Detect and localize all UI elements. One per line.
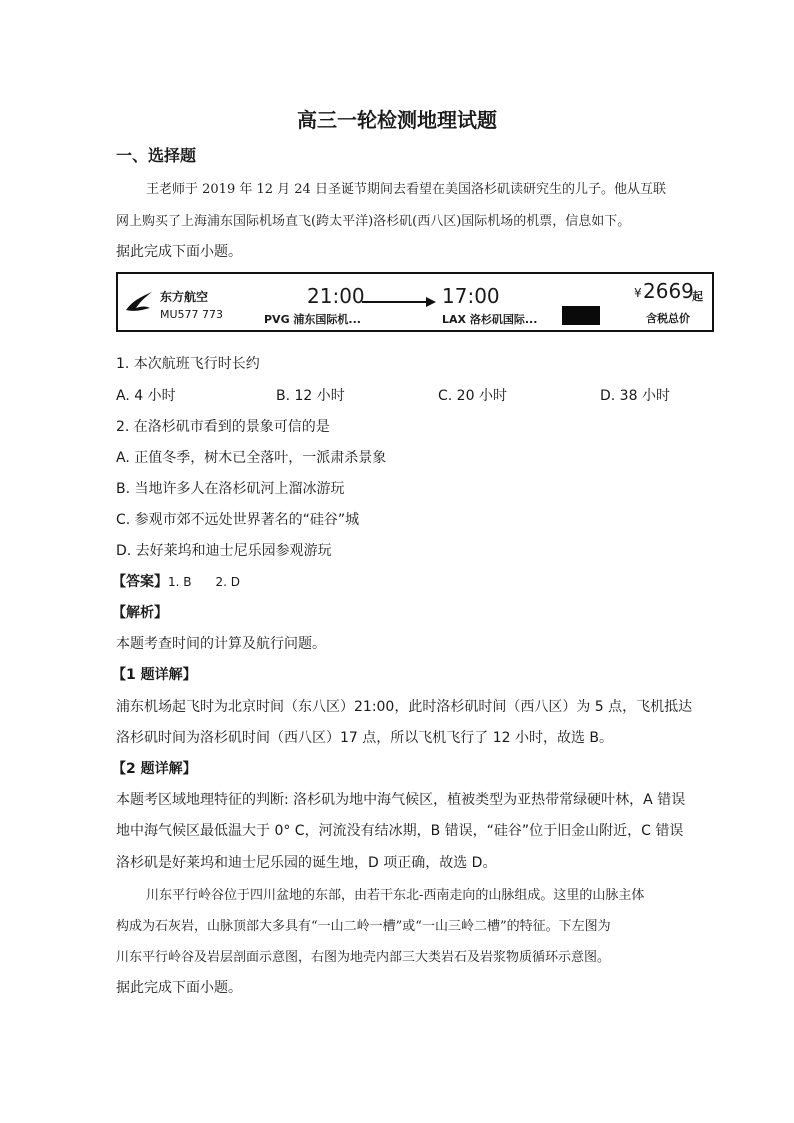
- analysis-intro: 本题考查时间的计算及航行问题。: [116, 636, 326, 652]
- q2-option-b: B. 当地许多人在洛杉矶河上溜冰游玩: [116, 481, 345, 497]
- ticket-price: 2669: [643, 279, 694, 303]
- answer-line: [112, 571, 240, 591]
- q2-option-d: D. 去好莱坞和迪士尼乐园参观游玩: [116, 543, 332, 559]
- flight-number: MU577 773: [160, 308, 224, 321]
- arrival-time: 17:00: [442, 284, 500, 308]
- arrow-icon: [362, 294, 436, 310]
- airline-logo-icon: [124, 288, 154, 316]
- analysis-label: 【解析】: [112, 605, 168, 621]
- section-heading: 一、选择题: [116, 146, 197, 165]
- q1-option-d: D. 38 小时: [600, 388, 670, 404]
- detail-2-line-2: 地中海气候区最低温大于 0° C，河流没有结冰期，B 错误，“硅谷”位于旧金山附近，C 错误: [116, 823, 684, 839]
- detail-1-label: 【1 题详解】: [112, 667, 197, 683]
- departure-time: 21:00: [307, 284, 365, 308]
- detail-1-line-2: 洛杉矶时间为洛杉矶时间（西八区）17 点，所以飞机飞行了 12 小时，故选 B。: [116, 730, 614, 746]
- page-title: 高三一轮检测地理试题: [297, 108, 497, 132]
- departure-airport: PVG 浦东国际机...: [264, 313, 361, 326]
- intro-line-2: 网上购买了上海浦东国际机场直飞(跨太平洋)洛杉矶(西八区)国际机场的机票，信息如下。: [116, 214, 631, 229]
- redaction-block: [562, 306, 600, 325]
- q2-option-c: C. 参观市郊不远处世界著名的“硅谷”城: [116, 512, 360, 528]
- currency-symbol: ¥: [634, 286, 642, 300]
- detail-2-line-1: 本题考区域地理特征的判断: 洛杉矶为地中海气候区，植被类型为亚热带常绿硬叶林，A 错误: [116, 792, 686, 808]
- arrival-airport: LAX 洛杉矶国际...: [442, 313, 538, 326]
- price-note: 含税总价: [646, 312, 690, 325]
- passage-2-line-1: 川东平行岭谷位于四川盆地的东部，由若干东北-西南走向的山脉组成。这里的山脉主体: [146, 888, 645, 903]
- flight-ticket: [116, 272, 714, 332]
- detail-1-line-1: 浦东机场起飞时为北京时间（东八区）21:00，此时洛杉矶时间（西八区）为 5 点，飞机抵达: [116, 699, 693, 715]
- answer-value: 1. B 2. D: [168, 575, 241, 589]
- passage-2-line-3: 川东平行岭谷及岩层剖面示意图，右图为地壳内部三大类岩石及岩浆物质循环示意图。: [116, 950, 611, 965]
- intro-line-1: 王老师于 2019 年 12 月 24 日圣诞节期间去看望在美国洛杉矶读研究生的儿子。他从互联: [146, 182, 666, 197]
- q1-option-c: C. 20 小时: [438, 388, 507, 404]
- question-2-stem: 2. 在洛杉矶市看到的景象可信的是: [116, 419, 330, 435]
- passage-2-line-2: 构成为石灰岩，山脉顶部大多具有“一山二岭一槽”或“一山三岭二槽”的特征。下左图为: [116, 919, 611, 934]
- detail-2-label: 【2 题详解】: [112, 761, 197, 777]
- question-1-stem: 1. 本次航班飞行时长约: [116, 356, 260, 372]
- intro-line-3: 据此完成下面小题。: [116, 244, 242, 260]
- passage-2-line-4: 据此完成下面小题。: [116, 980, 242, 996]
- price-suffix: 起: [692, 290, 703, 303]
- detail-2-line-3: 洛杉矶是好莱坞和迪士尼乐园的诞生地，D 项正确，故选 D。: [116, 855, 497, 871]
- airline-name: 东方航空: [160, 290, 209, 304]
- q1-option-a: A. 4 小时: [116, 388, 176, 404]
- q2-option-a: A. 正值冬季，树木已全落叶，一派肃杀景象: [116, 450, 387, 466]
- q1-option-b: B. 12 小时: [276, 388, 345, 404]
- answer-label: 【答案】: [112, 574, 168, 590]
